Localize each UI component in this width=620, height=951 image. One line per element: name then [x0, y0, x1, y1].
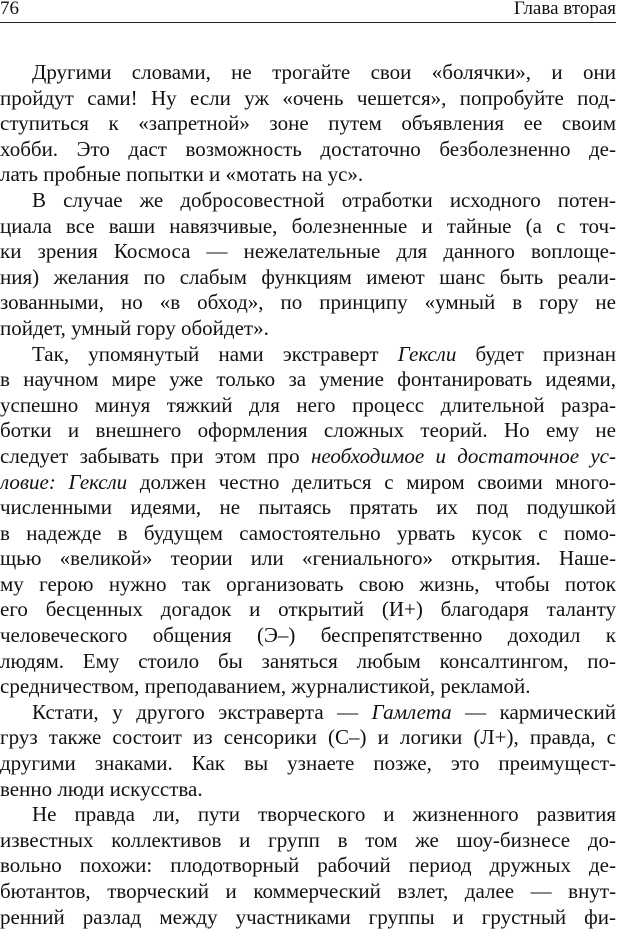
paragraph-4	[0, 700, 616, 802]
text-line: ботки и внешнего оформления сложных теорий. Но ему не	[0, 418, 616, 443]
text-line	[0, 342, 616, 368]
text-line: хобби. Это даст возможность достаточно безболезненно де-	[0, 136, 616, 161]
paragraph-3	[0, 342, 616, 700]
text-line: в надежде в будущем самостоятельно урвать кусок с помо-	[0, 520, 616, 545]
text-line: другими знаками. Как вы узнаете позже, это преимущест-	[0, 751, 616, 776]
text-line	[0, 700, 616, 726]
text-line: ки зрения Космоса — нежелательные для данного воплоще-	[0, 239, 616, 264]
text-line: груз также состоит из сенсорики (С–) и логики (Л+), правда, с	[0, 725, 616, 750]
text-line: венно люди искусства.	[0, 776, 203, 801]
text-run: Так, упомянутый нами экстраверт	[32, 341, 398, 366]
text-line: щью «великой» теории или «гениального» открытия. Нашe-	[0, 546, 616, 571]
text-line: человеческого общения (Э–) беспрепятственно доходил к	[0, 623, 616, 648]
text-line: В случае же добросовестной отработки исходного потен-	[32, 187, 616, 212]
paragraph-2	[0, 188, 616, 342]
text-line: ступиться к «запретной» зоне путем объявления ее своим	[0, 111, 616, 136]
body-text	[0, 60, 616, 930]
text-line: пройдут сами! Ну если уж «очень чешется», попробуйте под-	[0, 85, 616, 110]
text-line: людям. Ему стоило бы заняться любым консалтингом, по-	[0, 648, 616, 673]
text-line: циала все ваши навязчивые, болезненные и тайные (а с точ-	[0, 213, 616, 238]
text-run: Кстати, у другого экстраверта —	[32, 699, 372, 724]
text-run: следует забывать при этом про	[0, 443, 311, 468]
paragraph-1	[0, 60, 616, 188]
text-line: успешно минуя тяжкий для него процесс длительной разра-	[0, 392, 616, 417]
text-line: бютантов, творческий и коммерческий взлет, далее — внут-	[0, 879, 616, 903]
text-run: будет признан	[456, 341, 616, 366]
running-header	[0, 0, 616, 23]
text-line: численными идеями, не пытаясь прятать их под подушкой	[0, 495, 616, 520]
text-run: — кармический	[451, 699, 616, 724]
italic-term: необходимое и достаточное ус-	[310, 443, 616, 468]
text-line: зованными, но «в обход», по принципу «умный в гору не	[0, 290, 616, 315]
text-line: известных коллективов и групп в том же шоу-бизнесе до-	[0, 827, 616, 852]
text-line: вольно похожи: плодотворный рабочий период дружных де-	[0, 853, 616, 878]
italic-term: ловие: Гексли	[0, 469, 128, 494]
text-line: в научном мире уже только за умение фонтанировать идеями,	[0, 367, 616, 392]
text-line: Не правда ли, пути творческого и жизненного развития	[32, 802, 616, 827]
text-run: должен честно делиться с миром своими много-	[127, 469, 616, 494]
text-line: средничеством, преподаванием, журналистикой, рекламой.	[0, 674, 531, 699]
text-line: ренний разлад между участниками группы и грустный фи-	[0, 904, 616, 929]
text-line: ния) желания по слабым функциям имеют шанс быть реали-	[0, 264, 616, 289]
italic-name: Гамлета	[371, 699, 452, 724]
italic-name: Гексли	[397, 341, 457, 366]
paragraph-5	[0, 802, 616, 930]
text-line: пойдет, умный гору обойдет».	[0, 315, 269, 340]
text-line: Другими словами, не трогайте свои «болячки», и они	[32, 60, 616, 84]
text-line: его бесценных догадок и открытий (И+) благодаря таланту	[0, 597, 616, 622]
text-line	[0, 470, 616, 496]
chapter-title: Глава вторая	[513, 0, 616, 19]
text-line: лать пробные попытки и «мотать на ус».	[0, 162, 364, 187]
page-number: 76	[0, 0, 19, 19]
text-line: му герою нужно так организовать свою жизнь, чтобы поток	[0, 571, 616, 596]
text-line	[0, 444, 616, 470]
